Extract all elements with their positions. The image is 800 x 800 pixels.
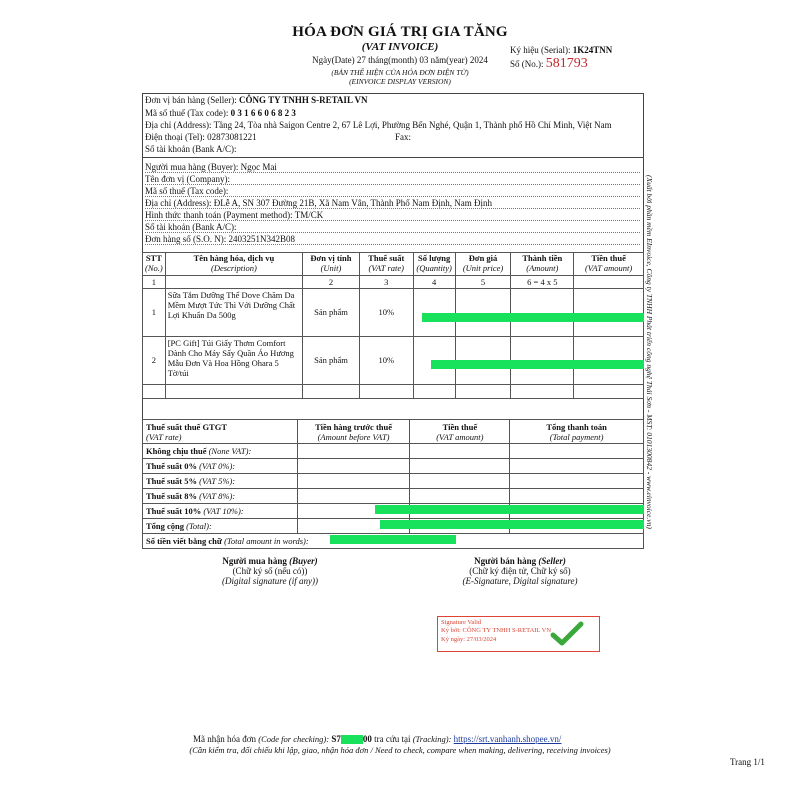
- buyer-address-label: Địa chỉ (Address):: [145, 198, 212, 208]
- seller-tax-row: [145, 108, 296, 118]
- col-header: Tên hàng hóa, dịch vụ (Description): [165, 253, 302, 276]
- row-no: 1: [143, 288, 166, 336]
- buyer-so-row: [145, 234, 640, 245]
- buyer-sign-title-en: (Buyer): [289, 556, 318, 566]
- footer-check-row: [193, 734, 561, 744]
- check-label: Mã nhận hóa đơn: [193, 734, 256, 744]
- summary-vat-header: Tiền thuế (VAT amount): [410, 420, 510, 444]
- display-version-vn: (BẢN THỂ HIỆN CỦA HÓA ĐƠN ĐIỆN TỬ): [331, 68, 469, 77]
- tracking-label-en: (Tracking):: [412, 734, 452, 744]
- summary-header-row: [143, 420, 644, 444]
- invoice-number-value: 581793: [545, 56, 588, 71]
- buyer-so: 2403251N342B08: [228, 234, 296, 244]
- col-header: Đơn vị tính (Unit): [303, 253, 360, 276]
- index-cell: 4: [413, 275, 455, 288]
- buyer-name-label: Người mua hàng (Buyer):: [145, 162, 239, 172]
- redaction-bar: [341, 735, 363, 744]
- footer-note: (Cần kiểm tra, đối chiếu khi lập, giao, nhận hóa đơn / Need to check, compare when making, delivering, receiving invoices): [189, 745, 611, 755]
- summary-total-header: Tổng thanh toán (Total payment): [510, 420, 644, 444]
- seller-bank-label: Số tài khoản (Bank A/C):: [145, 144, 237, 154]
- buyer-address-row: [145, 198, 640, 209]
- seller-name-label: Đơn vị bán hàng (Seller):: [145, 95, 237, 105]
- summary-row: Không chịu thuế (None VAT):: [143, 444, 644, 459]
- invoice-title: HÓA ĐƠN GIÁ TRỊ GIA TĂNG: [292, 24, 508, 40]
- seller-fax-label: Fax:: [395, 132, 412, 142]
- seller-tel-label: Điện thoại (Tel):: [145, 132, 205, 142]
- summary-before-header: Tiền hàng trước thuế (Amount before VAT): [297, 420, 410, 444]
- index-cell: 2: [303, 275, 360, 288]
- row-rate: 10%: [359, 336, 413, 384]
- col-header: Thành tiền (Amount): [511, 253, 574, 276]
- buyer-name: Ngọc Mai: [240, 162, 277, 172]
- buyer-sign-title: Người mua hàng: [222, 556, 287, 566]
- invoice-number: [510, 56, 588, 72]
- items-table: [142, 252, 644, 399]
- index-cell: 1: [143, 275, 166, 288]
- row-unit: Sản phẩm: [303, 336, 360, 384]
- summary-row: Thuế suất 8% (VAT 8%):: [143, 489, 644, 504]
- signature-date: Ký ngày: 27/03/2024: [441, 635, 497, 643]
- seller-tax: 0 3 1 6 6 0 6 8 2 3: [230, 108, 296, 118]
- seller-address-label: Địa chỉ (Address):: [145, 120, 212, 130]
- table-header-row: [143, 253, 644, 276]
- row-desc: [PC Gift] Túi Giấy Thơm Comfort Dành Cho Máy Sấy Quần Áo Hương Mẫu Đơn Và Hoa Hồng Ohara 5 Tờ/túi: [165, 336, 302, 384]
- seller-tel-row: [145, 132, 257, 142]
- index-cell: [165, 275, 302, 288]
- redaction-bar: [431, 360, 644, 369]
- col-header: Tiền thuế (VAT amount): [574, 253, 644, 276]
- index-cell: 3: [359, 275, 413, 288]
- check-code-prefix: S7: [331, 734, 341, 744]
- serial: [510, 45, 612, 55]
- buyer-company-label: Tên đơn vị (Company):: [145, 174, 640, 185]
- digital-signature-box: [437, 616, 600, 652]
- redaction-bar: [422, 313, 644, 322]
- buyer-payment-row: [145, 210, 640, 221]
- redaction-bar: [330, 535, 456, 544]
- tracking-label: tra cứu tại: [374, 734, 411, 744]
- buyer-so-label: Đơn hàng số (S.O. N):: [145, 234, 227, 244]
- seller-tax-label: Mã số thuế (Tax code):: [145, 108, 229, 118]
- amount-in-words-row: Số tiền viết bằng chữ (Total amount in words):: [143, 534, 644, 549]
- checkmark-icon: [550, 621, 584, 647]
- divider: [142, 157, 644, 158]
- seller-tel: 02873081221: [207, 132, 257, 142]
- summary-rate-header: Thuế suất thuế GTGT (VAT rate): [143, 420, 298, 444]
- col-header: Số lượng (Quantity): [413, 253, 455, 276]
- table-row-empty: [143, 384, 644, 398]
- buyer-sign-sub-en: (Digital signature (if any)): [222, 576, 318, 586]
- software-note: (Xuất bởi phần mềm EInvoice, Công ty TNHH Phát triển công nghệ Thái Sơn - MST: 0101300842 - www.einvoice.vn): [645, 175, 654, 529]
- serial-value: 1K24TNN: [572, 45, 613, 55]
- buyer-bank-label: Số tài khoản (Bank A/C):: [145, 222, 640, 233]
- check-code-suffix: 00: [362, 734, 372, 744]
- buyer-name-row: [145, 162, 640, 173]
- signature-valid-text: Signature Valid: [441, 619, 482, 626]
- seller-sign-title-en: (Seller): [538, 556, 566, 566]
- redaction-bar: [380, 520, 644, 529]
- invoice-subtitle: (VAT INVOICE): [361, 41, 439, 53]
- row-rate: 10%: [359, 288, 413, 336]
- summary-row: Thuế suất 0% (VAT 0%):: [143, 459, 644, 474]
- seller-sign-sub-en: (E-Signature, Digital signature): [462, 576, 578, 586]
- index-cell: 6 = 4 x 5: [511, 275, 574, 288]
- serial-label: Ký hiệu (Serial):: [510, 45, 571, 55]
- row-unit: Sản phẩm: [303, 288, 360, 336]
- table-index-row: [143, 275, 644, 288]
- summary-row: Thuế suất 5% (VAT 5%):: [143, 474, 644, 489]
- buyer-payment: TM/CK: [294, 210, 324, 220]
- page-number: Trang 1/1: [730, 757, 765, 767]
- seller-name-row: [145, 95, 368, 105]
- index-cell: [574, 275, 644, 288]
- signature-signer: Ký bởi: CÔNG TY TNHH S-RETAIL VN: [441, 627, 552, 635]
- invoice-number-label: Số (No.):: [510, 59, 544, 69]
- display-version-en: (EINVOICE DISPLAY VERSION): [349, 77, 451, 86]
- tracking-link[interactable]: https://srt.vanhanh.shopee.vn/: [453, 734, 562, 744]
- col-header: Đơn giá (Unit price): [455, 253, 511, 276]
- seller-address: Tầng 24, Tòa nhà Saigon Centre 2, 67 Lê Lợi, Phường Bến Nghé, Quận 1, Thành phố Hồ Chí Minh, Việt Nam: [213, 120, 612, 130]
- seller-sign-sub: (Chữ ký điện tử, Chữ ký số): [469, 566, 571, 576]
- buyer-payment-label: Hình thức thanh toán (Payment method):: [145, 210, 293, 220]
- col-header: STT (No.): [143, 253, 166, 276]
- invoice-date: Ngày(Date) 27 tháng(month) 03 năm(year) 2024: [312, 55, 488, 65]
- summary-table: [142, 419, 644, 549]
- check-label-en: (Code for checking):: [258, 734, 330, 744]
- row-desc: Sữa Tắm Dưỡng Thể Dove Chăm Da Mềm Mượt Tức Thì Với Dưỡng Chất Lợi Khuẩn Da 500g: [165, 288, 302, 336]
- seller-signature: [440, 556, 600, 586]
- buyer-address: ĐLễ A, SN 307 Đường 21B, Xã Nam Vân, Thành Phố Nam Định, Nam Định: [213, 198, 493, 208]
- seller-address-row: [145, 120, 612, 130]
- buyer-signature: [190, 556, 350, 586]
- buyer-sign-sub: (Chữ ký số (nếu có)): [232, 566, 308, 576]
- seller-sign-title: Người bán hàng: [474, 556, 537, 566]
- row-no: 2: [143, 336, 166, 384]
- redaction-bar: [375, 505, 644, 514]
- seller-name: CÔNG TY TNHH S-RETAIL VN: [239, 95, 368, 105]
- index-cell: 5: [455, 275, 511, 288]
- col-header: Thuế suất (VAT rate): [359, 253, 413, 276]
- summary-row: Tổng cộng (Total):: [143, 519, 644, 534]
- summary-row: Thuế suất 10% (VAT 10%):: [143, 504, 644, 519]
- buyer-tax-label: Mã số thuế (Tax code):: [145, 186, 640, 197]
